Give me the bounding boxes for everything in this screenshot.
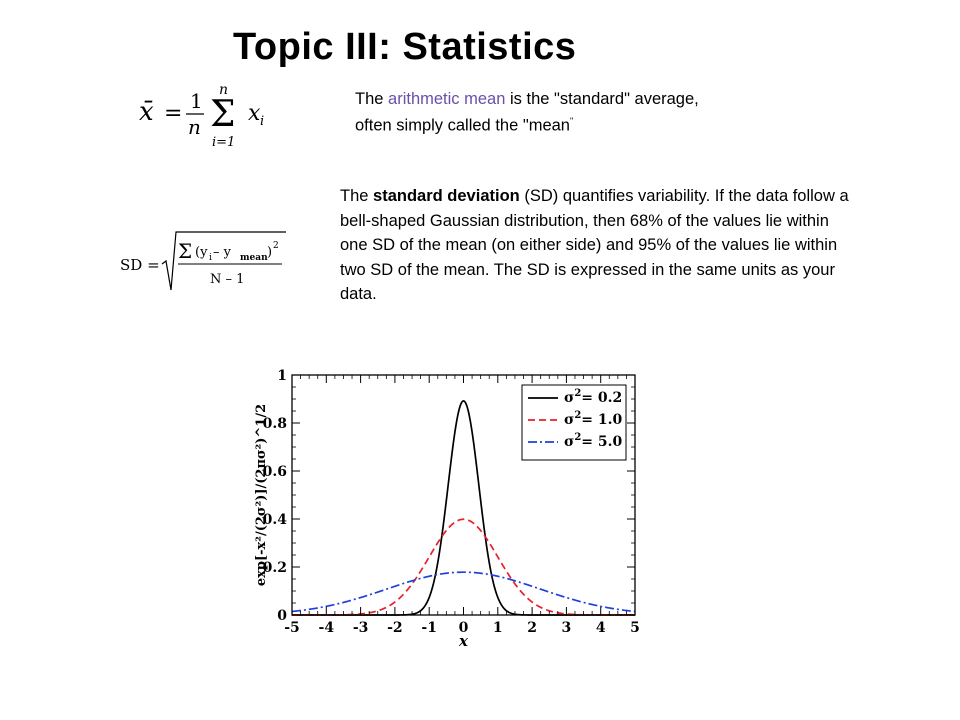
mean-formula-eq: = [164, 101, 183, 126]
sd-description [340, 184, 850, 307]
y-tick-label: 0.2 [262, 560, 287, 576]
mean-description [355, 88, 735, 137]
y-tick-label: 0.6 [262, 464, 287, 480]
sd-formula-close: ) [267, 245, 273, 260]
sd-formula-sub-i: i [209, 253, 212, 263]
series-line-2 [292, 519, 635, 615]
x-tick-label: -4 [318, 620, 335, 636]
sd-formula-sub-mean: mean [240, 253, 268, 263]
mean-formula [136, 78, 286, 163]
gaussian-chart-svg [255, 360, 650, 650]
y-axis-label: exp[-x²/(2σ²)]/(2πσ²)^1/2 [255, 403, 269, 587]
mean-description-before: The [355, 90, 389, 108]
sd-description-bold: standard deviation [373, 187, 520, 205]
sd-formula-minus-y: – y [213, 245, 231, 260]
mean-description-after: is the "standard" average, often simply called the "mean [355, 90, 699, 135]
x-tick-label: -3 [352, 620, 369, 636]
arithmetic-mean-link[interactable]: arithmetic mean [388, 90, 506, 108]
mean-formula-sum-bottom: i=1 [212, 135, 236, 150]
gaussian-chart [255, 360, 650, 655]
mean-formula-denominator: n [188, 115, 201, 139]
x-tick-label: 5 [630, 620, 640, 636]
y-tick-label: 0.8 [262, 416, 287, 432]
mean-formula-term-sub: i [260, 114, 265, 129]
mean-formula-lhs: x̄ [139, 97, 154, 127]
x-tick-label: 3 [561, 620, 572, 636]
y-tick-label: 1 [277, 368, 287, 384]
mean-formula-sum-symbol: Σ [210, 94, 236, 135]
x-tick-label: 4 [595, 620, 606, 636]
x-tick-label: 1 [492, 620, 503, 636]
sd-formula-term: (y [195, 245, 208, 260]
sd-formula [118, 228, 293, 301]
series-line-3 [292, 572, 635, 611]
y-tick-label: 0 [277, 608, 287, 624]
sd-formula-lhs: SD = [120, 256, 160, 274]
sd-formula-sum-symbol: Σ [178, 239, 193, 263]
slide-title: Topic III: Statistics [233, 26, 577, 68]
x-tick-label: -2 [387, 620, 403, 636]
x-tick-label: 2 [527, 620, 537, 636]
sd-description-before: The [340, 187, 374, 205]
x-axis-label: x [459, 632, 468, 650]
x-tick-label: -1 [421, 620, 437, 636]
mean-formula-numerator: 1 [190, 89, 203, 113]
x-tick-label: 0 [458, 620, 469, 636]
sd-description-after: (SD) quantifies variability. If the data follow a bell-shaped Gaussian distribution, then 68% of the values lie within one SD of the mean (on either side) and 95% of the values lie within two SD of the mean. The SD is expressed in the same units as your data. [340, 187, 849, 303]
sd-formula-power: 2 [273, 241, 279, 251]
legend-label-3: $\sigma^2= 5.0$ [564, 432, 623, 450]
mean-formula-term: x [248, 101, 261, 126]
x-tick-label: -5 [284, 620, 300, 636]
sd-formula-denominator: N – 1 [210, 272, 245, 287]
legend-label-2: $\sigma^2= 1.0$ [564, 410, 623, 428]
y-tick-label: 0.4 [262, 512, 287, 528]
mean-description-closing-quote: " [569, 116, 574, 126]
legend-label-1: $\sigma^2= 0.2$ [564, 388, 623, 406]
mean-formula-sum-top: n [219, 82, 229, 98]
